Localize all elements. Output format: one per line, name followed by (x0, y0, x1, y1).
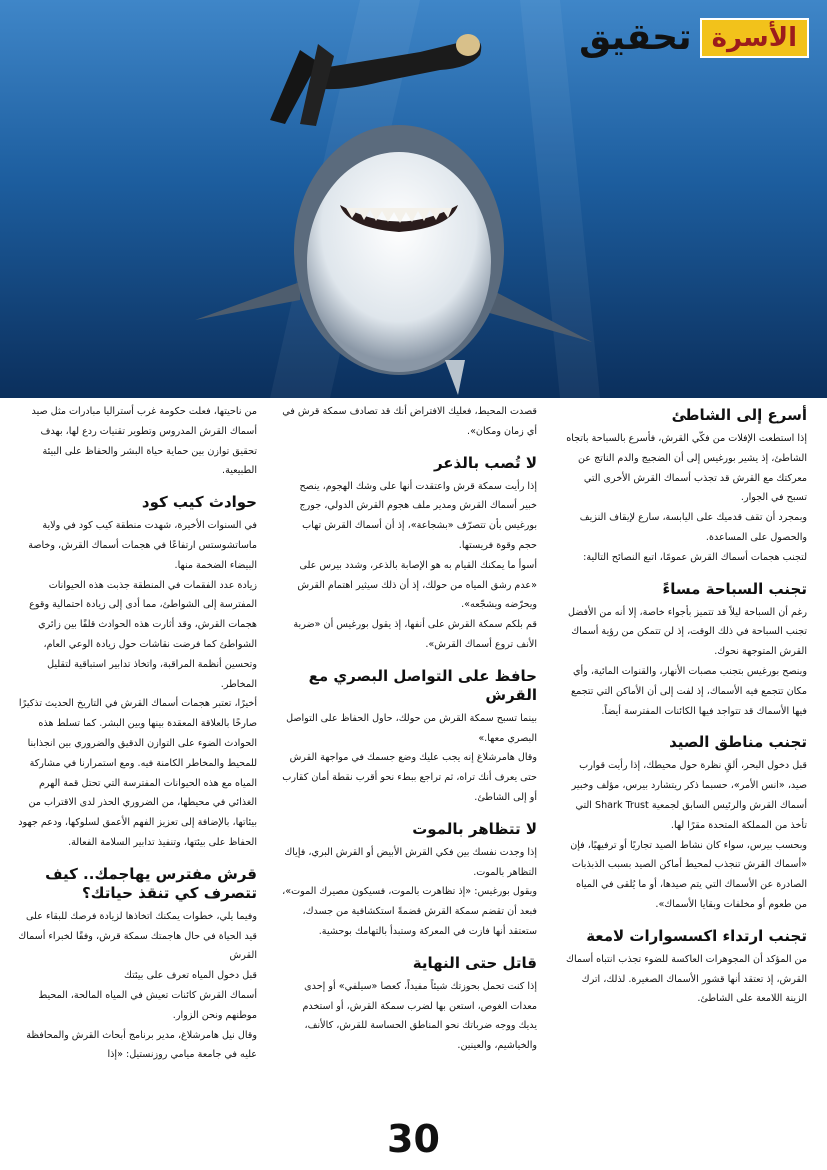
paragraph: أسماك القرش كائنات تعيش في المياه المالحة، المحيط موطنهم ونحن الزوار. (38, 989, 257, 1021)
paragraph: أخيرًا، تعتبر هجمات أسماك القرش في التاريخ الحديث تذكيرًا صارخًا بالعلاقة المعقدة بينها وبين البشر. كما تسلط هذه الحوادث الضوء على التوازن الدقيق والضروري بين انجذابنا للمحيط والمخاطر الكامنة فيه. ومع استمرارنا في مشاركة المياه مع هذه الحيوانات المفترسة التي تحتل قمة الهرم الغذائي في محيطها، من الضروري الحذر لدى الاقتراب من بيئاتها، بالإضافة إلى تعزيز الفهم الأعمق لسلوكها، ودعم جهود الحفاظ على بيئتها، وتنفيذ تدابير السلامة الفعالة. (18, 698, 257, 848)
paragraph: إذا كنت تحمل بحوزتك شيئاً مفيداً، كعصا «سيلفي» أو إحدى معدات الغوص، استعن بها لضرب سمكة القرش، أو استخدم يديك ووجه ضرباتك نحو المناطق الحساسة للقرش، كالأنف، والخياشيم، والعينين. (302, 980, 537, 1052)
magazine-logo: الأسرة (700, 18, 809, 58)
heading-eye-contact: حافظ على التواصل البصري مع القرش (308, 666, 537, 704)
paragraph: قبل دخول المياه تعرف على بيئتك (124, 970, 257, 982)
paragraph: وقال نيل هامرشلاغ، مدير برنامج أبحاث القرش والمحافظة عليه في جامعة ميامي روزنستيل: «إذا (26, 1029, 257, 1061)
heading-shark-attack-survival: قرش مفترس يهاجمك.. كيف تتصرف كي تنقذ حياتك؟ (45, 864, 257, 902)
paragraph: أسوأ ما يمكنك القيام به هو الإصابة بالذعر، وشدد بيرس على «عدم رشق المياه من حولك، إذ أن ذلك سيثير اهتمام القرش ويحرّضه ويشجّعه». (297, 559, 537, 611)
heading-dont-panic: لا تُصب بالذعر (433, 453, 537, 472)
paragraph: وفيما يلي، خطوات يمكنك اتخاذها لزيادة فرصك للبقاء على قيد الحياة في حال هاجمتك سمكة قرش، وفقًا لخبراء أسماك القرش (18, 910, 257, 962)
masthead (579, 18, 809, 58)
paragraph: في السنوات الأخيرة، شهدت منطقة كيب كود في ولاية ماساتشوستس ارتفاعًا في هجمات أسماك القرش، وخاصة البيضاء الضخمة منها. (28, 520, 257, 571)
heading-cape-cod: حوادث كيب كود (141, 493, 257, 512)
paragraph: لتجنب هجمات أسماك القرش عمومًا، اتبع النصائح التالية: (583, 551, 807, 563)
paragraph: رغم أن السباحة ليلاً قد تتميز بأجواء خاصة، إلا أنه من الأفضل تجنب السباحة في ذلك الوقت، إذ لن تتمكن من رؤية أسماك القرش المتوجهة نحوك. (567, 606, 807, 658)
paragraph: قصدت المحيط، فعليك الافتراض أنك قد تصادف سمكة قرش في أي زمان ومكان». (282, 406, 537, 437)
page-number: 30 (387, 1117, 440, 1161)
hero-photo (0, 0, 827, 398)
paragraph: إذا وجدت نفسك بين فكي القرش الأبيض أو القرش البري، فإياك التظاهر بالموت. (284, 846, 537, 878)
heading-avoid-night: تجنب السباحة مساءً (662, 579, 807, 598)
paragraph: من المؤكد أن المجوهرات العاكسة للضوء تجذب انتباه أسماك القرش، إذ تعتقد أنها قشور الأسماك الصغيرة. لذلك، اترك الزينة اللامعة على الشاطئ. (566, 953, 807, 1005)
heading-avoid-fishing: تجنب مناطق الصيد (669, 733, 807, 752)
article-body (0, 402, 827, 1117)
paragraph: قبل دخول البحر، ألقِ نظرة حول محيطك، إذا رأيت قوارب صيد، «انس الأمر»، حسبما ذكر ريتشارد بيرس، مؤلف وخبير أسماك القرش والرئيس السابق لجمعية Shark Trust التي تأخذ من المملكة المتحدة مقرًا لها. (571, 760, 807, 831)
heading-fight-back: قاتل حتى النهاية (412, 953, 537, 972)
column-right (564, 402, 807, 1009)
column-left (17, 402, 257, 1065)
paragraph: وبمجرد أن تقف قدميك على اليابسة، سارع لإيقاف النزيف والحصول على المساعدة. (579, 512, 807, 543)
paragraph: ويقول بورغيس: «إذ تظاهرت بالموت، فسيكون مصيرك الموت»، فبعد أن تقضم سمكة القرش قضمةً استكشافية من جسدك، ستعتقد أنها فازت في المعركة وستبدأ بالتهامك بوحشية. (282, 886, 537, 937)
heading-swim-to-shore: أسرع إلى الشاطئ (671, 406, 807, 424)
paragraph: من ناحيتها، فعلت حكومة غرب أستراليا مبادرات مثل صيد أسماك القرش المدروس وتطوير تقنيات ردع لها، بهدف تحقيق توازن بين حماية حياة البشر والحفاظ على البيئة الطبيعية. (31, 406, 257, 477)
paragraph: وبحسب بيرس، سواء كان نشاط الصيد تجاريًا أو ترفيهيًا، فإن «أسماك القرش تنجذب لمحيط أماكن الصيد بسبب الذبذبات الصادرة عن الأسماك التي يتم صيدها، أو ما يُلقى في المياه من طعوم أو مخلفات وبقايا الأسماك». (570, 839, 807, 910)
paragraph: بينما تسبح سمكة القرش من حولك، حاول الحفاظ على التواصل البصري معها.» (286, 712, 537, 744)
paragraph: وينصح بورغيس بتجنب مصبات الأنهار، والقنوات المائية، وأي مكان تتجمع فيه الأسماك، إذ لفت إلى أن الأماكن التي تتجمع فيها الأسماك قد تتواجد فيها الكائنات المفترسة أيضاً. (571, 665, 807, 717)
paragraph: زيادة عدد الفقمات في المنطقة جذبت هذه الحيوانات المفترسة إلى الشواطئ، مما أدى إلى زيادة احتمالية وقوع هجمات القرش، وقد أثارت هذه الحوادث قلقًا بين زائري الشواطئ كما فرضت نقاشات حول زيادة الوعي العام، وتحسين أنظمة المراقبة، واتخاذ تدابير استباقية لتقليل المخاطر. (29, 579, 257, 690)
paragraph: إذا رأيت سمكة قرش واعتقدت أنها على وشك الهجوم، ينصح خبير أسماك القرش ومدير ملف هجوم القرش الدولي، جورج بورغيس بأن تتصرّف «بشجاعة»، إذ أن أسماك القرش تهاب حجم وقوة فريستها. (299, 480, 537, 551)
paragraph: وقال هامرشلاغ إنه يجب عليك وضع جسمك في مواجهة القرش حتى يعرف أنك تراه، ثم تراجع ببطء نحو أقرب نقطة أمان كقارب أو إلى الشاطئ. (282, 752, 537, 803)
paragraph: قم بلكم سمكة القرش على أنفها، إذ يقول بورغيس أن «ضربة الأنف تروع أسماك القرش». (293, 619, 537, 650)
section-title: تحقيق (579, 17, 692, 58)
shark-diver-illustration (0, 0, 827, 398)
heading-avoid-jewelry: تجنب ارتداء اكسسوارات لامعة (586, 926, 807, 945)
column-middle (282, 402, 537, 1056)
heading-dont-play-dead: لا تتظاهر بالموت (412, 819, 537, 838)
paragraph: إذا استطعت الإفلات من فكّي القرش، فأسرع بالسباحة باتجاه الشاطئ، إذ يشير بورغيس إلى أن الضجيج والدم الناتج عن معركتك مع القرش قد تجذب أسماك القرش الأخرى التي تسبح في الجوار. (566, 433, 807, 504)
